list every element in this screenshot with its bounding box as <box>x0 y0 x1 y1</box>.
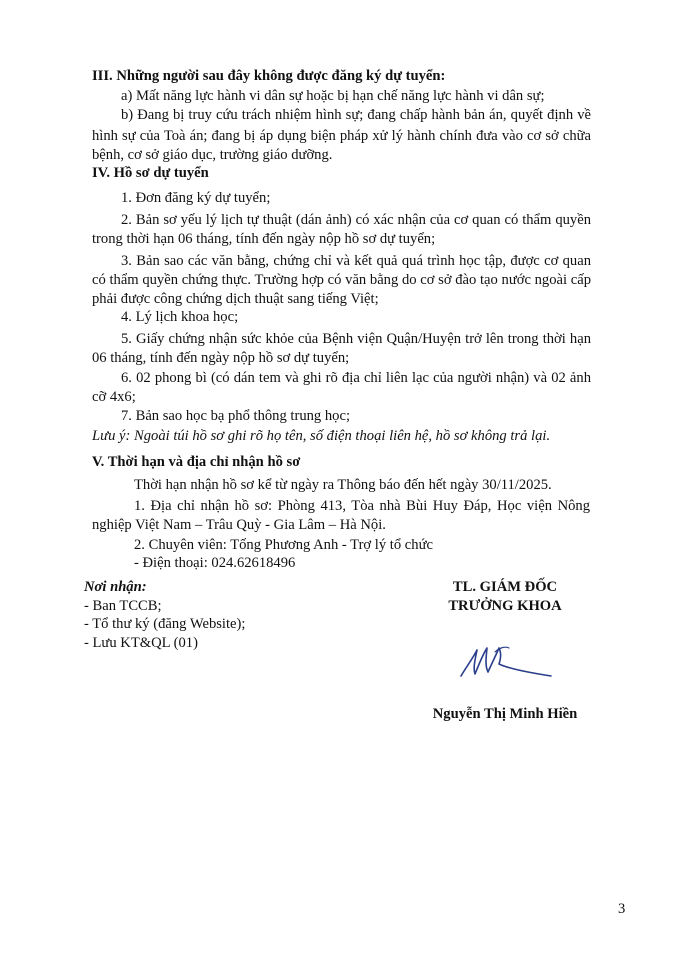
section-4-item-4: 4. Lý lịch khoa học; <box>121 309 239 325</box>
signer-name: Nguyễn Thị Minh Hiền <box>432 706 578 722</box>
section-4-item-5-line2: 06 tháng, tính đến ngày nộp hồ sơ dự tuyển; <box>92 350 350 366</box>
section-5-deadline: Thời hạn nhận hồ sơ kể từ ngày ra Thông báo đến hết ngày 30/11/2025. <box>134 477 552 493</box>
section-5-phone: - Điện thoại: 024.62618496 <box>134 555 296 571</box>
page-number: 3 <box>618 901 626 917</box>
section-4-item-3-line2: có thẩm quyền chứng thực. Trường hợp có văn bằng do cơ sở đào tạo nước ngoài cấp <box>92 272 591 288</box>
section-4-item-5-line1: 5. Giấy chứng nhận sức khỏe của Bệnh viện Quận/Huyện trở lên trong thời hạn <box>121 331 591 347</box>
section-4-note: Lưu ý: Ngoài túi hồ sơ ghi rõ họ tên, số điện thoại liên hệ, hồ sơ không trả lại. <box>92 428 551 444</box>
signature-title-1: TL. GIÁM ĐỐC <box>452 579 558 595</box>
recipient-item: - Tổ thư ký (đăng Website); <box>84 616 246 632</box>
recipients-title: Nơi nhận: <box>84 579 147 595</box>
signature-title-2: TRƯỞNG KHOA <box>448 598 562 614</box>
section-4-item-1: 1. Đơn đăng ký dự tuyển; <box>121 190 271 206</box>
section-4-item-2-line2: trong thời hạn 06 tháng, tính đến ngày nộp hồ sơ dự tuyển; <box>92 231 436 247</box>
section-3-item-b-line3: bệnh, cơ sở giáo dục, trường giáo dưỡng. <box>92 147 333 163</box>
section-4-item-3-line3: phải được công chứng dịch thuật sang tiếng Việt; <box>92 291 379 307</box>
section-4-item-6-line2: cỡ 4x6; <box>92 389 136 405</box>
section-3-item-b-line1: b) Đang bị truy cứu trách nhiệm hình sự; đang chấp hành bản án, quyết định về <box>121 107 591 123</box>
section-3-title: III. Những người sau đây không được đăng ký dự tuyển: <box>92 68 446 84</box>
section-4-item-6-line1: 6. 02 phong bì (có dán tem và ghi rõ địa chỉ liên lạc của người nhận) và 02 ảnh <box>121 370 591 386</box>
section-3-item-b-line2: hình sự của Toà án; đang bị áp dụng biện pháp xử lý hành chính đưa vào cơ sở chữa <box>92 128 591 144</box>
handwritten-signature <box>455 636 565 684</box>
section-4-title: IV. Hồ sơ dự tuyển <box>92 165 209 181</box>
section-5-title: V. Thời hạn và địa chỉ nhận hồ sơ <box>92 454 301 470</box>
section-4-item-2-line1: 2. Bản sơ yếu lý lịch tự thuật (dán ảnh) có xác nhận của cơ quan có thẩm quyền <box>121 212 591 228</box>
section-5-address-line2: nghiệp Việt Nam – Trâu Quỳ - Gia Lâm – Hà Nội. <box>92 517 386 533</box>
section-5-address-line1: 1. Địa chỉ nhận hồ sơ: Phòng 413, Tòa nhà Bùi Huy Đáp, Học viện Nông <box>134 498 590 514</box>
section-5-specialist: 2. Chuyên viên: Tống Phương Anh - Trợ lý tổ chức <box>134 537 433 553</box>
section-4-item-7: 7. Bản sao học bạ phổ thông trung học; <box>121 408 351 424</box>
section-3-item-a: a) Mất năng lực hành vi dân sự hoặc bị hạn chế năng lực hành vi dân sự; <box>121 88 545 104</box>
recipient-item: - Lưu KT&QL (01) <box>84 635 198 651</box>
section-4-item-3-line1: 3. Bản sao các văn bằng, chứng chỉ và kết quả quá trình học tập, được cơ quan <box>121 253 591 269</box>
recipient-item: - Ban TCCB; <box>84 598 162 614</box>
